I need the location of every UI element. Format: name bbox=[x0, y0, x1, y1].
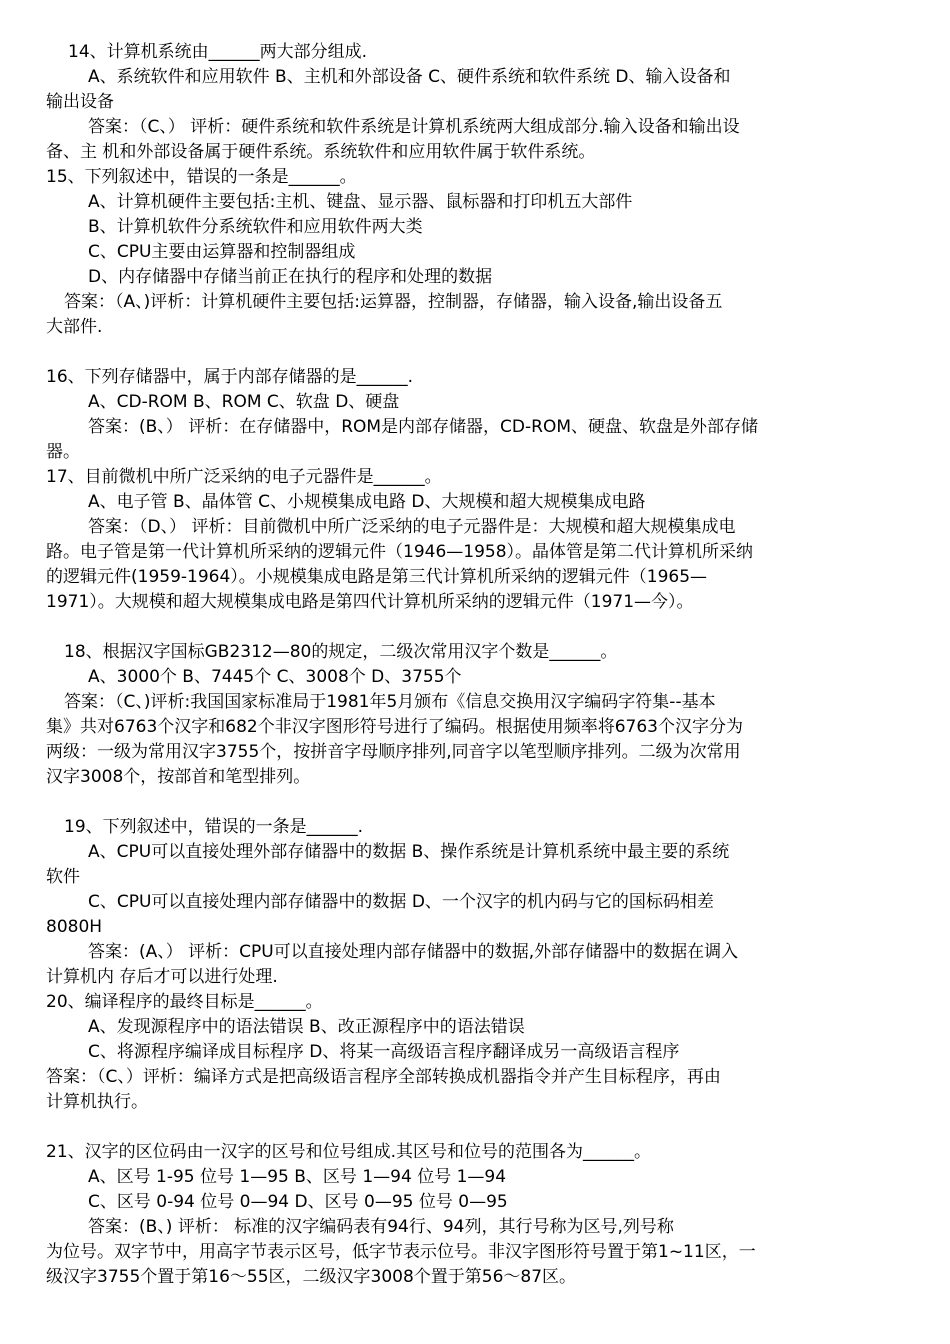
answer-19: 答案：(A、） 评析：CPU可以直接处理内部存储器中的数据,外部存储器中的数据在调入 bbox=[88, 942, 739, 962]
options-21-ab: A、区号 1-95 位号 1—95 B、区号 1—94 位号 1—94 bbox=[88, 1167, 507, 1187]
question-15: 15、下列叙述中，错误的一条是______。 bbox=[46, 167, 357, 187]
answer-15: 答案：（A、)评析：计算机硬件主要包括:运算器，控制器，存储器，输入设备,输出设备五 bbox=[64, 292, 723, 312]
options-19-ab: A、CPU可以直接处理外部存储器中的数据 B、操作系统是计算机系统中最主要的系统 bbox=[88, 842, 730, 862]
question-16: 16、下列存储器中，属于内部存储器的是______. bbox=[46, 367, 414, 387]
question-18: 18、根据汉字国标GB2312—80的规定，二级次常用汉字个数是______。 bbox=[64, 642, 618, 662]
answer-18: 答案：（C、)评析:我国国家标准局于1981年5月颁布《信息交换用汉字编码字符集--基本 bbox=[64, 692, 716, 712]
answer-18-cont-1: 集》共对6763个汉字和682个非汉字图形符号进行了编码。根据使用频率将6763个汉字分为 bbox=[46, 717, 743, 737]
question-17: 17、目前微机中所广泛采纳的电子元器件是______。 bbox=[46, 467, 442, 487]
options-14-cont: 输出设备 bbox=[46, 92, 114, 112]
answer-21-cont-1: 为位号。双字节中，用高字节表示区号，低字节表示位号。非汉字图形符号置于第1~11区，一 bbox=[46, 1242, 756, 1262]
answer-17: 答案：（D、） 评析：目前微机中所广泛采纳的电子元器件是：大规模和超大规模集成电 bbox=[88, 517, 736, 537]
options-19-cd: C、CPU可以直接处理内部存储器中的数据 D、一个汉字的机内码与它的国标码相差 bbox=[88, 892, 714, 912]
answer-17-cont-1: 路。电子管是第一代计算机所采纳的逻辑元件（1946—1958）。晶体管是第二代计算机所采纳 bbox=[46, 542, 754, 562]
options-20-cd: C、将源程序编译成目标程序 D、将某一高级语言程序翻译成另一高级语言程序 bbox=[88, 1042, 680, 1062]
options-19-ab-cont: 软件 bbox=[46, 867, 80, 887]
question-21: 21、汉字的区位码由一汉字的区号和位号组成.其区号和位号的范围各为______。 bbox=[46, 1142, 652, 1162]
answer-14: 答案：（C、） 评析：硬件系统和软件系统是计算机系统两大组成部分.输入设备和输出设 bbox=[88, 117, 740, 137]
options-18: A、3000个 B、7445个 C、3008个 D、3755个 bbox=[88, 667, 462, 687]
question-14: 14、计算机系统由______两大部分组成. bbox=[68, 42, 368, 62]
question-19: 19、下列叙述中，错误的一条是______. bbox=[64, 817, 364, 837]
answer-16-cont: 器。 bbox=[46, 442, 80, 462]
options-20-ab: A、发现源程序中的语法错误 B、改正源程序中的语法错误 bbox=[88, 1017, 525, 1037]
answer-19-cont: 计算机内 存后才可以进行处理. bbox=[46, 967, 278, 987]
option-15-b: B、计算机软件分系统软件和应用软件两大类 bbox=[88, 217, 423, 237]
answer-15-cont: 大部件. bbox=[46, 317, 103, 337]
answer-14-cont: 备、主 机和外部设备属于硬件系统。系统软件和应用软件属于软件系统。 bbox=[46, 142, 596, 162]
options-14: A、系统软件和应用软件 B、主机和外部设备 C、硬件系统和软件系统 D、输入设备和 bbox=[88, 67, 731, 87]
options-16: A、CD-ROM B、ROM C、软盘 D、硬盘 bbox=[88, 392, 400, 412]
options-19-cd-cont: 8080H bbox=[46, 917, 103, 937]
answer-18-cont-2: 两级：一级为常用汉字3755个，按拼音字母顺序排列,同音字以笔型顺序排列。二级为次常用 bbox=[46, 742, 741, 762]
answer-17-cont-3: 1971）。大规模和超大规模集成电路是第四代计算机所采纳的逻辑元件（1971—今）。 bbox=[46, 592, 694, 612]
option-15-a: A、计算机硬件主要包括:主机、键盘、显示器、鼠标器和打印机五大部件 bbox=[88, 192, 633, 212]
question-20: 20、编译程序的最终目标是______。 bbox=[46, 992, 323, 1012]
answer-21: 答案：(B、) 评析： 标准的汉字编码表有94行、94列，其行号称为区号,列号称 bbox=[88, 1217, 674, 1237]
option-15-c: C、CPU主要由运算器和控制器组成 bbox=[88, 242, 356, 262]
answer-16: 答案：(B、） 评析：在存储器中，ROM是内部存储器，CD-ROM、硬盘、软盘是外部存储 bbox=[88, 417, 759, 437]
options-21-cd: C、区号 0-94 位号 0—94 D、区号 0—95 位号 0—95 bbox=[88, 1192, 508, 1212]
options-17: A、电子管 B、晶体管 C、小规模集成电路 D、大规模和超大规模集成电路 bbox=[88, 492, 646, 512]
answer-20: 答案：（C、）评析：编译方式是把高级语言程序全部转换成机器指令并产生目标程序，再由 bbox=[46, 1067, 721, 1087]
answer-17-cont-2: 的逻辑元件(1959-1964）。小规模集成电路是第三代计算机所采纳的逻辑元件（1965— bbox=[46, 567, 708, 587]
option-15-d: D、内存储器中存储当前正在执行的程序和处理的数据 bbox=[88, 267, 493, 287]
answer-21-cont-2: 级汉字3755个置于第16～55区，二级汉字3008个置于第56～87区。 bbox=[46, 1267, 577, 1287]
answer-20-cont: 计算机执行。 bbox=[46, 1092, 148, 1112]
answer-18-cont-3: 汉字3008个，按部首和笔型排列。 bbox=[46, 767, 311, 787]
